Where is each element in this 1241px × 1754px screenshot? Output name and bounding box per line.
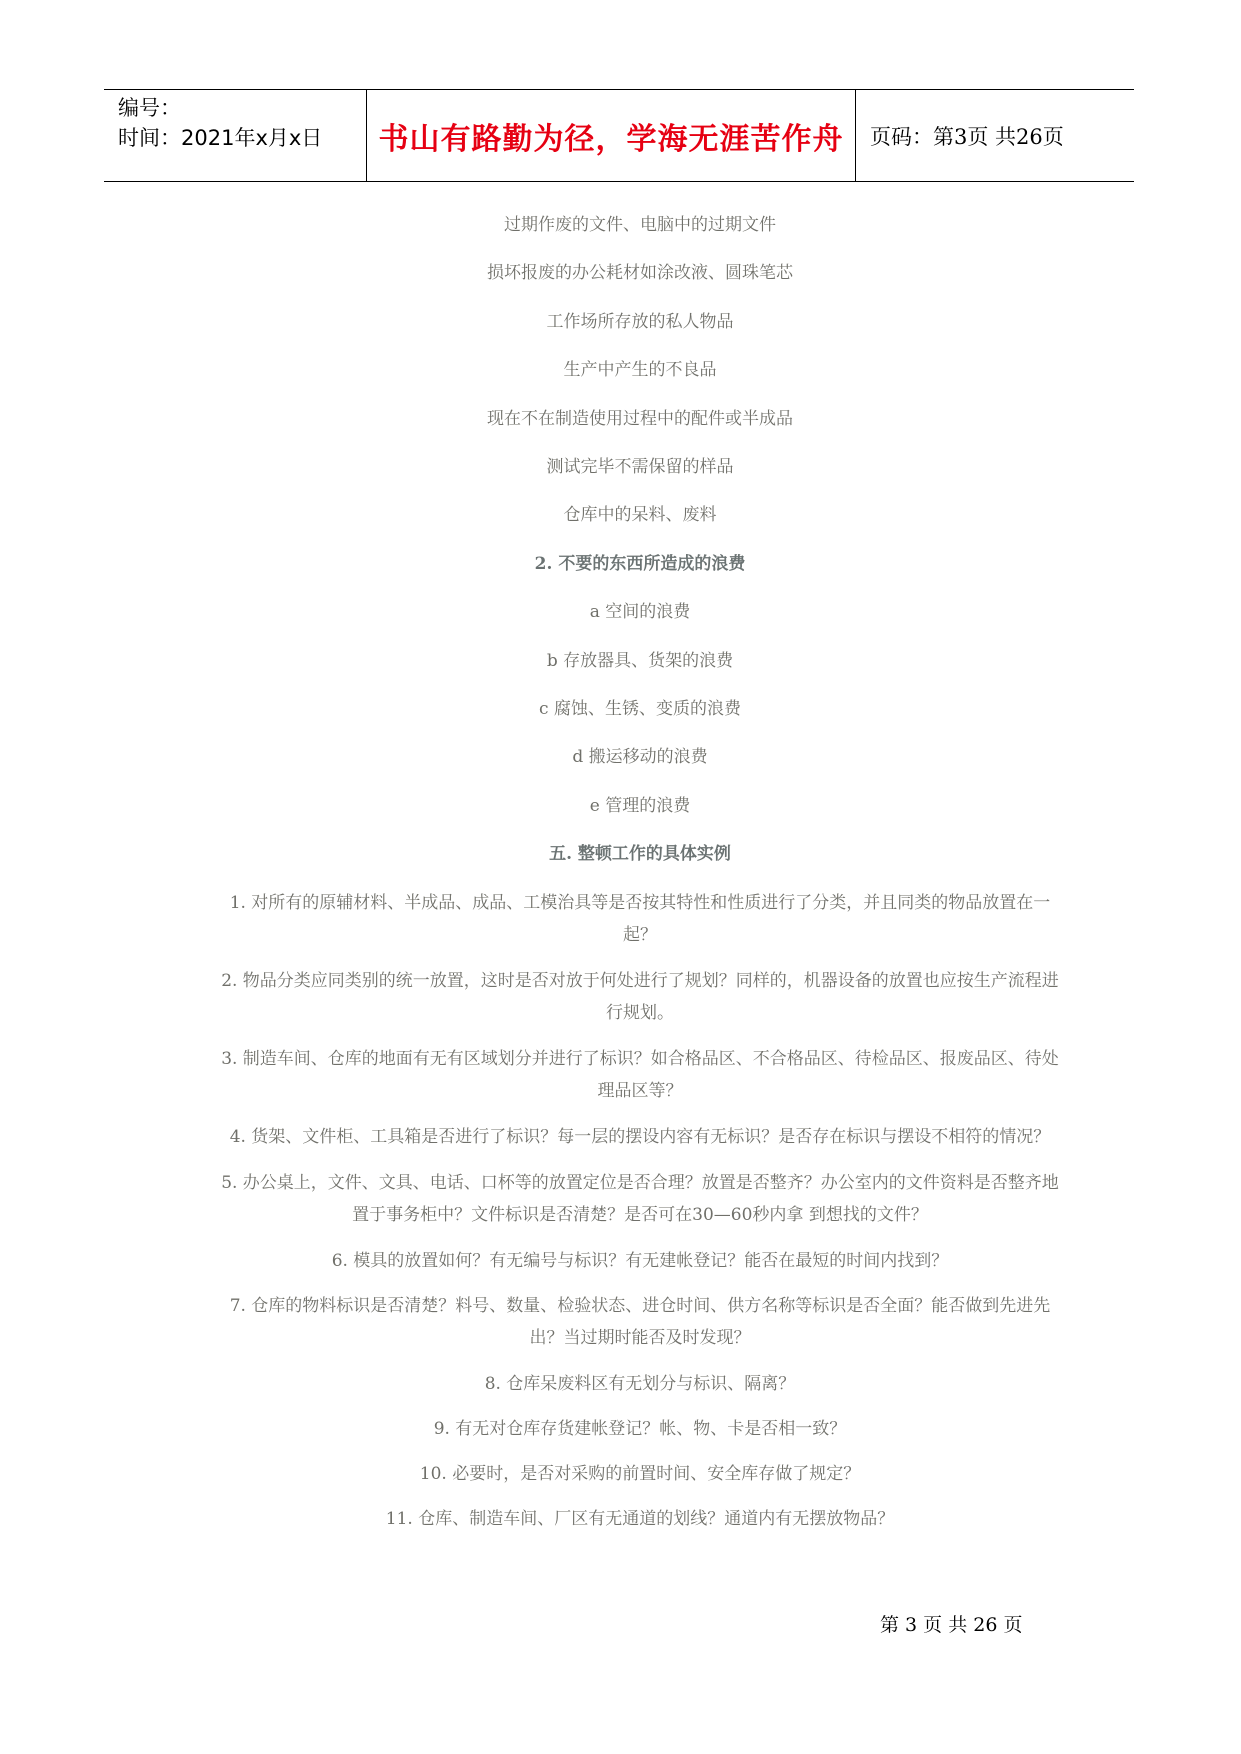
question-item: 3. 制造车间、仓库的地面有无有区域划分并进行了标识？如合格品区、不合格品区、待检品区、报废品区、待处理品区等？ (221, 1049, 1059, 1102)
list-item: 损坏报废的办公耗材如涂改液、圆珠笔芯 (487, 263, 793, 284)
question-item: 10. 必要时，是否对采购的前置时间、安全库存做了规定？ (419, 1464, 861, 1485)
list-item: 工作场所存放的私人物品 (546, 311, 734, 332)
list-item: 生产中产生的不良品 (563, 360, 717, 381)
question-item: 11. 仓库、制造车间、厂区有无通道的划线？通道内有无摆放物品？ (385, 1509, 895, 1530)
question-item: 6. 模具的放置如何？有无编号与标识？有无建帐登记？能否在最短的时间内找到？ (331, 1251, 949, 1272)
header-page-info: 页码：第3页 共26页 (870, 124, 1064, 149)
section-heading: 五. 整顿工作的具体实例 (549, 844, 731, 865)
list-item: a 空间的浪费 (589, 602, 691, 623)
document-time-label: 时间：2021年x月x日 (118, 126, 323, 150)
list-item: 过期作废的文件、电脑中的过期文件 (504, 215, 776, 235)
question-item: 8. 仓库呆废料区有无划分与标识、隔离？ (484, 1374, 796, 1395)
list-item: b 存放器具、货架的浪费 (546, 650, 734, 671)
list-item: c 腐蚀、生锈、变质的浪费 (539, 698, 741, 719)
question-item: 9. 有无对仓库存货建帐登记？帐、物、卡是否相一致？ (433, 1419, 847, 1440)
header-motto: 书山有路勤为径，学海无涯苦作舟 (367, 90, 856, 181)
page-header (104, 89, 1134, 182)
list-item: 测试完毕不需保留的样品 (546, 456, 734, 477)
question-item: 4. 货架、文件柜、工具箱是否进行了标识？每一层的摆设内容有无标识？是否存在标识与摆设不相符的情况？ (229, 1127, 1051, 1148)
page-footer: 第 3 页 共 26 页 (880, 1614, 1023, 1636)
list-item: e 管理的浪费 (589, 795, 691, 816)
question-item: 2. 物品分类应同类别的统一放置，这时是否对放于何处进行了规划？同样的，机器设备的放置也应按生产流程进行规划。 (221, 971, 1059, 1024)
question-item: 7. 仓库的物料标识是否清楚？料号、数量、检验状态、进仓时间、供方名称等标识是否全面？能否做到先进先出？当过期时能否及时发现？ (229, 1296, 1051, 1349)
question-item: 1. 对所有的原辅材料、半成品、成品、工模治具等是否按其特性和性质进行了分类，并且同类的物品放置在一起？ (229, 893, 1051, 946)
header-meta (104, 90, 367, 181)
list-item: d 搬运移动的浪费 (572, 747, 708, 768)
section-heading: 2. 不要的东西所造成的浪费 (534, 553, 746, 574)
list-item: 现在不在制造使用过程中的配件或半成品 (487, 408, 793, 429)
list-item: 仓库中的呆料、废料 (563, 505, 717, 526)
question-item: 5. 办公桌上，文件、文具、电话、口杯等的放置定位是否合理？放置是否整齐？办公室内的文件资料是否整齐地置于事务柜中？文件标识是否清楚？是否可在30—60秒内拿 到想找的文件？ (221, 1173, 1059, 1226)
document-number-label: 编号： (118, 96, 181, 120)
document-body (220, 210, 1060, 1548)
